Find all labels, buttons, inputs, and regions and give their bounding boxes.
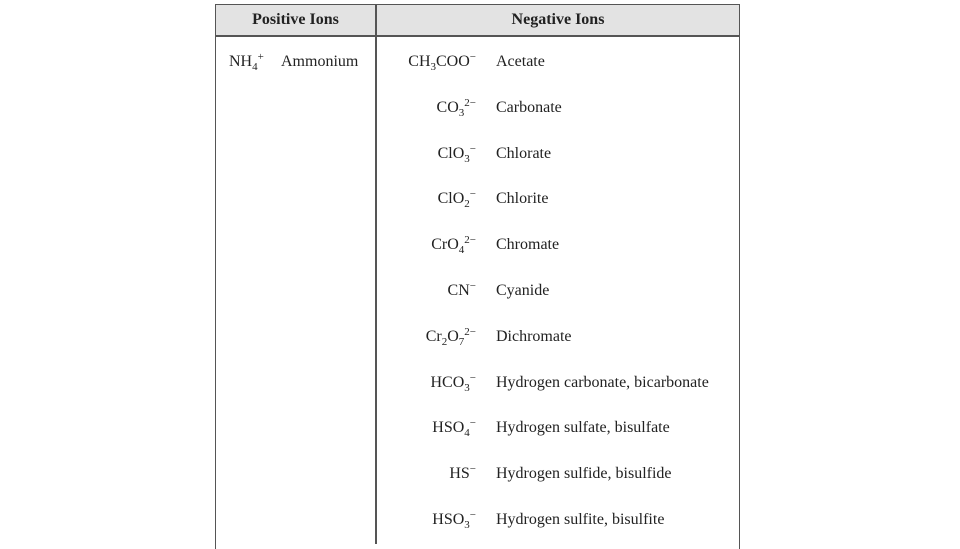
column-divider	[375, 4, 377, 544]
positive-ion-name: Ammonium	[281, 53, 359, 70]
negative-ion-name: Chromate	[496, 236, 560, 254]
negative-ion-formula: HS−	[449, 463, 476, 483]
negative-ion-formula: ClO$_3$−	[437, 142, 476, 165]
negative-ion-name: Cyanide	[496, 282, 550, 299]
negative-ion-formula: CrO$_4^{2-}$	[431, 234, 476, 257]
negative-ion-name: Chlorite	[496, 190, 549, 208]
positive-ion-formula: $NH_4^+$	[229, 51, 264, 73]
positive-ions-header: Positive Ions	[252, 11, 339, 28]
negative-ion-formula: ClO$_2$−	[437, 188, 476, 211]
negative-ion-formula: $HSO_4^-$	[432, 417, 476, 440]
negative-ion-name: Hydrogen sulfate, bisulfate	[496, 419, 670, 437]
negative-ion-formula: CN−	[447, 280, 476, 299]
negative-ion-name: Hydrogen sulfide, bisulfide	[496, 465, 672, 483]
negative-ion-name: Carbonate	[496, 98, 562, 116]
negative-ion-name: Dichromate	[496, 327, 572, 345]
negative-ion-name: Chlorate	[496, 144, 552, 162]
negative-ion-formula: $CH_3COO^-$	[408, 51, 476, 73]
negative-ion-formula: $Cr_2O_7^{2-}$	[425, 325, 476, 348]
negative-ion-name: Acetate	[496, 53, 545, 70]
header-divider	[215, 35, 740, 37]
negative-ion-name: Hydrogen sulfite, bisulfite	[496, 511, 665, 528]
negative-ions-header: Negative Ions	[511, 11, 605, 28]
negative-ion-formula: $HCO_3^-$	[430, 371, 476, 394]
negative-ion-formula: $HSO_3^-$	[432, 509, 476, 531]
negative-ion-name: Hydrogen carbonate, bicarbonate	[496, 373, 709, 391]
negative-ion-formula: $CO_3^{2-}$	[436, 96, 476, 119]
